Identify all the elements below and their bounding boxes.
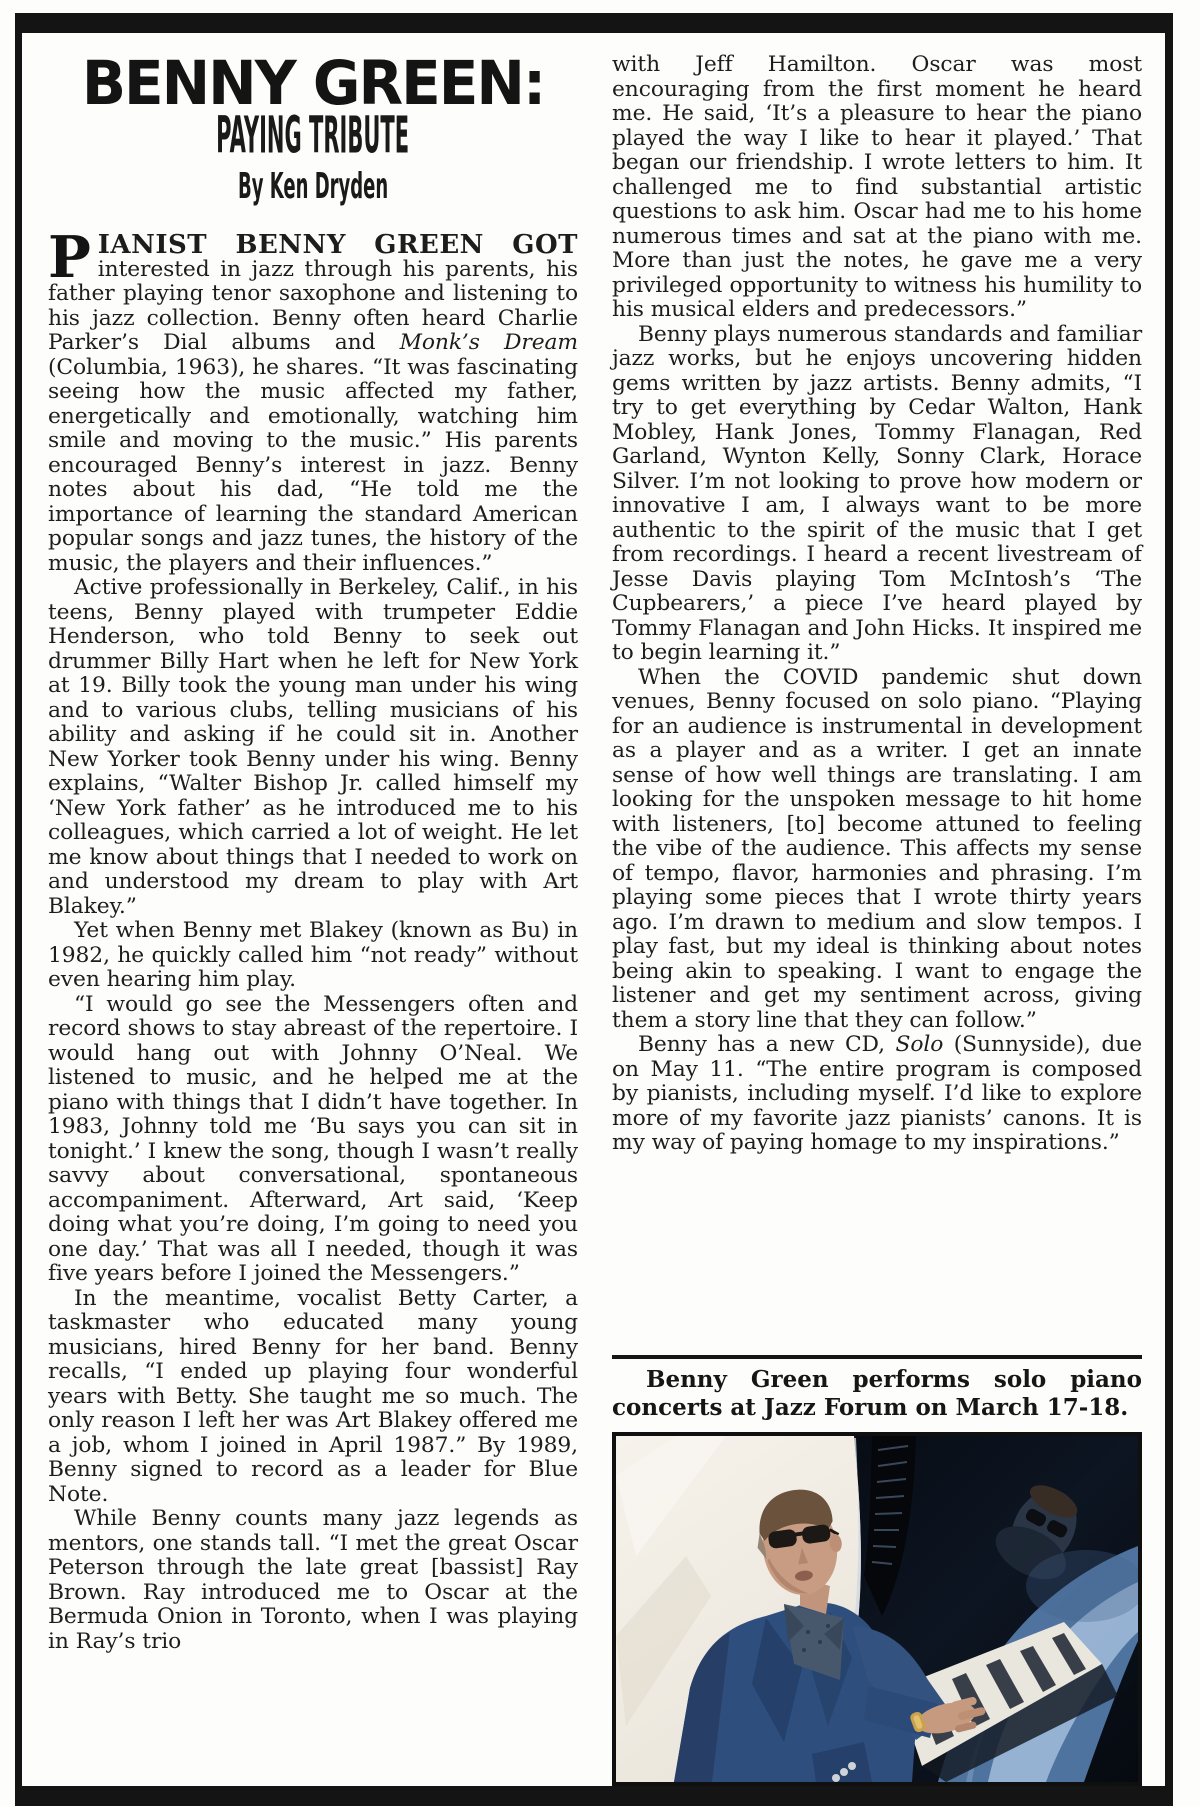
article-column-left (48, 47, 578, 1786)
column-right-copy (612, 53, 1142, 1156)
paragraph-9: Benny has a new CD, Solo (Sunnyside), due on May 11. “The entire program is composed by pianists, including myself. I’d like to explore more of my favorite jazz pianists’ canons. It is my way of paying homage to my inspirations.” (612, 1032, 1142, 1155)
article-column-right (612, 53, 1142, 1786)
paragraph-2: Active professionally in Berkeley, Calif., in his teens, Benny played with trumpeter Eddie Henderson, who told Benny to seek out drummer Billy Hart when he left for New York at 19. Billy took the young man under his wing and to various clubs, telling musicians of his ability and asking if he could sit in. Another New Yorker took Benny under his wing. Benny explains, “Walter Bishop Jr. called himself my ‘New York father’ as he introduced me to his colleagues, which carried a lot of weight. He let me know about things that I needed to work on and understood my dream to play with Art Blakey.” (48, 575, 578, 919)
column-right-footer (612, 1355, 1142, 1786)
lead-in: IANIST BENNY GREEN GOT (97, 230, 578, 260)
announcement-divider (612, 1355, 1142, 1359)
drop-cap: P (48, 224, 91, 291)
paragraph-4: “I would go see the Messengers often and record shows to stay abreast of the repertoire. I would hang out with Johnny O’Neal. We listened to music, and he helped me at the piano with things that I didn’t have together. In 1983, Johnny told me ‘Bu says you can sit in tonight.’ I knew the song, though I wasn’t really savvy about conversational, spontaneous accompaniment. Afterward, Art said, ‘Keep doing what you’re doing, I’m going to need you one day.’ That was all I needed, though it was five years before I joined the Messengers.” (48, 991, 578, 1286)
article-title: BENNY GREEN: (81, 47, 545, 119)
paragraph-6: While Benny counts many jazz legends as mentors, one stands tall. “I met the great Oscar Peterson through the late great [bassist] Ray Brown. Ray introduced me to Oscar at the Bermuda Onion in Toronto, when I was playing in Ray’s trio (48, 1506, 578, 1654)
article-body (22, 33, 1165, 1786)
byline: By Ken Dryden (237, 166, 389, 207)
cd-title-italic: Solo (895, 1032, 944, 1057)
masthead (48, 47, 578, 209)
event-announcement: Benny Green performs solo piano concerts at Jazz Forum on March 17-18. (612, 1366, 1142, 1421)
paragraph-8: When the COVID pandemic shut down venues, Benny focused on solo piano. “Playing for an audience is instrumental in development as a player and as a writer. I get an innate sense of how well things are translating. I am looking for the unspoken message to hit home with listeners, [to] become attuned to feeling the vibe of the audience. This affects my sense of tempo, flavor, harmonies and phrasing. I’m playing some pieces that I wrote thirty years ago. I’m drawn to medium and slow tempos. I play fast, but my ideal is thinking about notes being akin to speaking. I want to engage the listener and get my sentiment across, giving them a story line that they can follow.” (612, 664, 1142, 1033)
benny-green-photo (612, 1432, 1142, 1786)
column-left-copy (48, 224, 578, 1654)
paragraph-1: P IANIST BENNY GREEN GOT interested in jazz through his parents, his father playing tenor saxophone and listening to his jazz collection. Benny often heard Charlie Parker’s Dial albums and Monk’s Dream (Columbia, 1963), he shares. “It was fascinating seeing how the music affected my father, energetically and emotionally, watching him smile and moving to the music.” His parents encouraged Benny’s interest in jazz. Benny notes about his dad, “He told me the importance of learning the standard American popular songs and jazz tunes, the history of the music, the players and their influences.” (48, 224, 578, 576)
article-subtitle: PAYING TRIBUTE (216, 105, 410, 165)
paragraph-7: Benny plays numerous standards and familiar jazz works, but he enjoys uncovering hidden gems written by jazz artists. Benny admits, “I try to get everything by Cedar Walton, Hank Mobley, Hank Jones, Tommy Flanagan, Red Garland, Wynton Kelly, Sonny Clark, Horace Silver. I’m not looking to prove how modern or innovative I am, I always want to be more authentic to the spirit of the music that I get from recordings. I heard a recent livestream of Jesse Davis playing Tom McIntosh’s ‘The Cupbearers,’ a piece I’ve heard played by Tommy Flanagan and John Hicks. It inspired me to begin learning it.” (612, 321, 1143, 665)
paragraph-3: Yet when Benny met Blakey (known as Bu) in 1982, he quickly called him “not ready” without even hearing him play. (48, 918, 578, 992)
paragraph-5: In the meantime, vocalist Betty Carter, a taskmaster who educated many young musicians, hired Benny for her band. Benny recalls, “I ended up playing four wonderful years with Betty. She taught me so much. The only reason I left her was Art Blakey offered me a job, whom I joined in April 1987.” By 1989, Benny signed to record as a leader for Blue Note. (48, 1285, 578, 1507)
benny-green-photo-art (616, 1436, 1138, 1782)
album-title-italic: Monk’s Dream (399, 330, 578, 355)
paragraph-6-continued: with Jeff Hamilton. Oscar was most encouraging from the first moment he heard me. He said, ‘It’s a pleasure to hear the piano played the way I like to hear it played.’ That began our friendship. I wrote letters to him. It challenged me to find substantial artistic questions to ask him. Oscar had me to his home numerous times and sat at the piano with me. More than just the notes, he gave me a very privileged opportunity to witness his humility to his musical elders and predecessors.” (612, 52, 1142, 322)
page-frame (15, 13, 1173, 1806)
